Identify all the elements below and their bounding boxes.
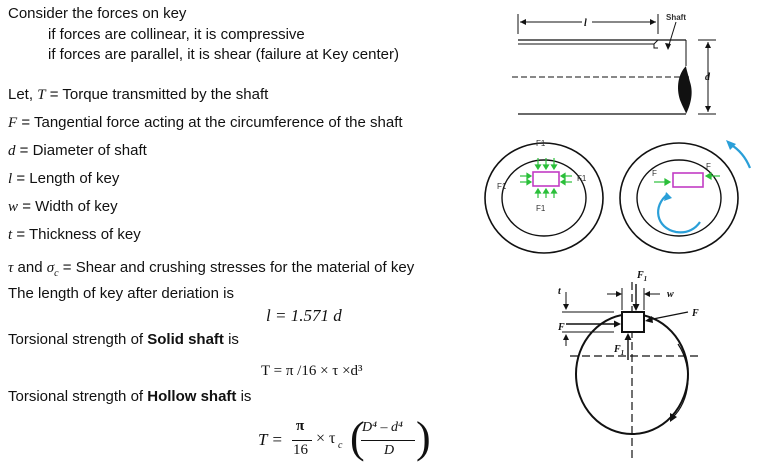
intro-line-parallel: if forces are parallel, it is shear (failure at Key center) bbox=[48, 46, 399, 63]
key-f-left-label: F bbox=[558, 322, 565, 333]
hollow-shaft-formula: T = π 16 × τ c ( D⁴ – d⁴ D ) bbox=[258, 413, 431, 462]
key-section-diagram bbox=[552, 264, 712, 464]
key-t-label: t bbox=[558, 286, 561, 297]
ring-f-right: F bbox=[706, 162, 711, 171]
shaft-length-label: l bbox=[584, 18, 587, 29]
def-width: w = Width of key bbox=[8, 198, 118, 215]
ring-f1-top: F1 bbox=[536, 139, 546, 148]
key-f1-mid-label: $F_1$ bbox=[614, 344, 625, 357]
hollow-shaft-text: Torsional strength of Hollow shaft is bbox=[8, 388, 252, 405]
ring-f1-left: F1 bbox=[497, 182, 507, 191]
key-f1-top-label: $F_1$ bbox=[637, 270, 648, 283]
key-force-rings bbox=[480, 136, 760, 261]
key-square bbox=[622, 312, 644, 332]
right-key-rect bbox=[673, 173, 703, 187]
ring-f1-bottom: F1 bbox=[536, 204, 546, 213]
def-torque: Let, T = Torque transmitted by the shaft bbox=[8, 86, 269, 103]
ring-f1-right: F1 bbox=[577, 174, 587, 183]
length-text: The length of key after deriation is bbox=[8, 285, 234, 302]
def-stresses: τ and $\sigma_c$ = Shear and crushing stresses for the material of key bbox=[8, 259, 415, 279]
length-formula: l = 1.571 d bbox=[266, 306, 342, 325]
intro-line-collinear: if forces are collinear, it is compressive bbox=[48, 26, 305, 43]
ring-f-left: F bbox=[652, 169, 657, 178]
shaft-diagram bbox=[508, 6, 723, 118]
def-thickness: t = Thickness of key bbox=[8, 226, 141, 243]
def-length: l = Length of key bbox=[8, 170, 120, 187]
shaft-diameter-label: d bbox=[705, 72, 710, 83]
def-force: F = Tangential force acting at the circumference of the shaft bbox=[8, 114, 403, 131]
shaft-label: Shaft bbox=[666, 13, 686, 22]
rotation-arrow-outer bbox=[730, 144, 750, 168]
intro-heading: Consider the forces on key bbox=[8, 5, 187, 22]
solid-shaft-text: Torsional strength of Solid shaft is bbox=[8, 331, 239, 348]
def-diameter: d = Diameter of shaft bbox=[8, 142, 147, 159]
key-w-label: w bbox=[667, 289, 674, 300]
left-key-rect bbox=[533, 172, 559, 186]
solid-shaft-formula: T = π /16 × τ ×d³ bbox=[261, 363, 363, 379]
key-f-right-label: F bbox=[692, 308, 699, 319]
